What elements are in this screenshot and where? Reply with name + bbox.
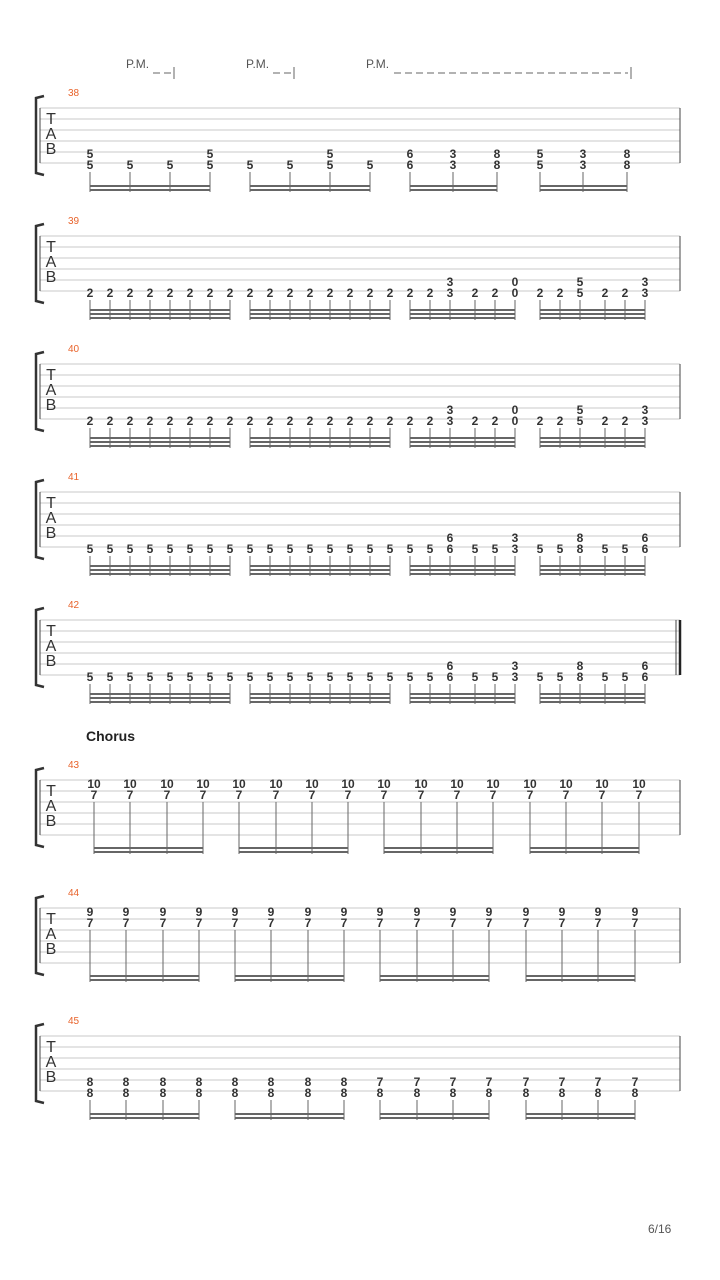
fret-number: 7 [376, 1075, 384, 1089]
fret-number: 7 [380, 788, 388, 802]
fret-number: 8 [522, 1086, 530, 1100]
fret-number: 5 [226, 542, 234, 556]
fret-number: 3 [511, 659, 519, 673]
fret-number: 5 [601, 670, 609, 684]
fret-number: 5 [306, 542, 314, 556]
fret-number: 5 [491, 670, 499, 684]
fret-number: 10 [523, 777, 537, 791]
fret-number: 9 [485, 905, 493, 919]
fret-number: 8 [631, 1086, 639, 1100]
tab-clef-letter: B [45, 653, 57, 670]
fret-number: 5 [386, 670, 394, 684]
tab-clef-letter: B [45, 397, 57, 414]
fret-number: 7 [413, 1075, 421, 1089]
fret-number: 7 [272, 788, 280, 802]
fret-number: 3 [641, 286, 649, 300]
fret-number: 2 [166, 414, 174, 428]
fret-number: 7 [594, 1075, 602, 1089]
fret-number: 7 [522, 916, 530, 930]
fret-number: 5 [366, 670, 374, 684]
tab-clef-letter: A [45, 1054, 57, 1071]
fret-number: 5 [246, 670, 254, 684]
fret-number: 5 [556, 670, 564, 684]
fret-number: 9 [558, 905, 566, 919]
fret-number: 7 [558, 1075, 566, 1089]
tab-clef-letter: T [46, 1039, 56, 1056]
fret-number: 5 [491, 542, 499, 556]
fret-number: 3 [641, 403, 649, 417]
fret-number: 5 [366, 542, 374, 556]
fret-number: 7 [489, 788, 497, 802]
fret-number: 2 [126, 414, 134, 428]
fret-number: 7 [267, 916, 275, 930]
fret-number: 5 [601, 542, 609, 556]
fret-number: 8 [413, 1086, 421, 1100]
fret-number: 5 [556, 542, 564, 556]
fret-number: 5 [186, 670, 194, 684]
fret-number: 5 [206, 542, 214, 556]
fret-number: 7 [195, 916, 203, 930]
fret-number: 2 [366, 414, 374, 428]
palm-mute-marker: P.M. [366, 57, 390, 71]
fret-number: 7 [598, 788, 606, 802]
fret-number: 2 [206, 414, 214, 428]
tab-clef-letter: T [46, 783, 56, 800]
fret-number: 10 [632, 777, 646, 791]
fret-number: 8 [623, 158, 631, 172]
fret-number: 5 [346, 542, 354, 556]
fret-number: 9 [449, 905, 457, 919]
fret-number: 8 [623, 147, 631, 161]
fret-number: 9 [376, 905, 384, 919]
fret-number: 7 [340, 916, 348, 930]
fret-number: 6 [641, 542, 649, 556]
fret-number: 9 [86, 905, 94, 919]
fret-number: 2 [126, 286, 134, 300]
fret-number: 5 [126, 158, 134, 172]
fret-number: 5 [326, 670, 334, 684]
fret-number: 5 [286, 670, 294, 684]
tab-clef-letter: T [46, 367, 56, 384]
fret-number: 2 [386, 414, 394, 428]
fret-number: 5 [306, 670, 314, 684]
fret-number: 2 [366, 286, 374, 300]
fret-number: 5 [86, 158, 94, 172]
fret-number: 3 [641, 414, 649, 428]
fret-number: 10 [87, 777, 101, 791]
fret-number: 8 [267, 1075, 275, 1089]
fret-number: 6 [446, 659, 454, 673]
palm-mute-marker: P.M. [246, 57, 270, 71]
tab-clef-letter: B [45, 269, 57, 286]
fret-number: 2 [426, 286, 434, 300]
fret-number: 5 [126, 670, 134, 684]
fret-number: 5 [326, 158, 334, 172]
fret-number: 5 [536, 147, 544, 161]
fret-number: 7 [558, 916, 566, 930]
fret-number: 5 [286, 158, 294, 172]
fret-number: 3 [641, 275, 649, 289]
measure-number: 44 [68, 888, 80, 899]
fret-number: 2 [326, 286, 334, 300]
fret-number: 5 [346, 670, 354, 684]
fret-number: 3 [449, 158, 457, 172]
fret-number: 8 [576, 542, 584, 556]
fret-number: 2 [491, 414, 499, 428]
fret-number: 9 [340, 905, 348, 919]
fret-number: 9 [631, 905, 639, 919]
fret-number: 9 [413, 905, 421, 919]
fret-number: 5 [536, 542, 544, 556]
fret-number: 5 [576, 286, 584, 300]
fret-number: 7 [122, 916, 130, 930]
fret-number: 2 [326, 414, 334, 428]
fret-number: 10 [414, 777, 428, 791]
fret-number: 8 [304, 1075, 312, 1089]
fret-number: 10 [232, 777, 246, 791]
fret-number: 5 [146, 542, 154, 556]
tab-clef-letter: B [45, 141, 57, 158]
fret-number: 8 [267, 1086, 275, 1100]
tab-clef-letter: B [45, 941, 57, 958]
fret-number: 2 [266, 414, 274, 428]
fret-number: 3 [511, 670, 519, 684]
fret-number: 7 [526, 788, 534, 802]
measure-number: 40 [68, 344, 80, 355]
fret-number: 7 [235, 788, 243, 802]
measure-number: 41 [68, 472, 80, 483]
fret-number: 7 [594, 916, 602, 930]
fret-number: 6 [446, 542, 454, 556]
fret-number: 2 [621, 286, 629, 300]
fret-number: 0 [511, 403, 519, 417]
fret-number: 6 [446, 531, 454, 545]
fret-number: 5 [366, 158, 374, 172]
fret-number: 6 [641, 531, 649, 545]
tab-clef-letter: T [46, 239, 56, 256]
fret-number: 5 [576, 403, 584, 417]
fret-number: 2 [286, 286, 294, 300]
fret-number: 5 [126, 542, 134, 556]
fret-number: 8 [493, 158, 501, 172]
fret-number: 2 [226, 286, 234, 300]
tab-clef-letter: T [46, 623, 56, 640]
fret-number: 10 [269, 777, 283, 791]
fret-number: 10 [196, 777, 210, 791]
fret-number: 7 [417, 788, 425, 802]
fret-number: 9 [159, 905, 167, 919]
fret-number: 6 [641, 659, 649, 673]
tab-clef-letter: T [46, 495, 56, 512]
fret-number: 10 [486, 777, 500, 791]
fret-number: 2 [86, 286, 94, 300]
fret-number: 10 [341, 777, 355, 791]
fret-number: 2 [106, 286, 114, 300]
fret-number: 5 [576, 275, 584, 289]
fret-number: 7 [344, 788, 352, 802]
fret-number: 5 [536, 158, 544, 172]
fret-number: 3 [446, 286, 454, 300]
fret-number: 7 [90, 788, 98, 802]
fret-number: 7 [562, 788, 570, 802]
fret-number: 2 [86, 414, 94, 428]
fret-number: 5 [406, 542, 414, 556]
fret-number: 7 [163, 788, 171, 802]
tab-clef-letter: B [45, 813, 57, 830]
tab-clef-letter: A [45, 126, 57, 143]
fret-number: 7 [159, 916, 167, 930]
fret-number: 8 [231, 1075, 239, 1089]
fret-number: 5 [146, 670, 154, 684]
fret-number: 2 [426, 414, 434, 428]
fret-number: 10 [377, 777, 391, 791]
fret-number: 7 [413, 916, 421, 930]
fret-number: 7 [522, 1075, 530, 1089]
fret-number: 7 [453, 788, 461, 802]
fret-number: 2 [406, 414, 414, 428]
fret-number: 3 [446, 275, 454, 289]
fret-number: 5 [166, 158, 174, 172]
fret-number: 5 [386, 542, 394, 556]
fret-number: 5 [426, 670, 434, 684]
fret-number: 3 [511, 531, 519, 545]
tab-clef-letter: A [45, 382, 57, 399]
fret-number: 2 [106, 414, 114, 428]
fret-number: 3 [446, 403, 454, 417]
page-number: 6/16 [648, 1222, 672, 1236]
fret-number: 7 [231, 916, 239, 930]
fret-number: 8 [122, 1086, 130, 1100]
fret-number: 7 [635, 788, 643, 802]
fret-number: 5 [226, 670, 234, 684]
fret-number: 2 [471, 286, 479, 300]
fret-number: 9 [304, 905, 312, 919]
tab-clef-letter: A [45, 926, 57, 943]
fret-number: 3 [579, 147, 587, 161]
fret-number: 2 [246, 286, 254, 300]
tab-clef-letter: A [45, 510, 57, 527]
fret-number: 7 [308, 788, 316, 802]
fret-number: 3 [449, 147, 457, 161]
fret-number: 2 [186, 286, 194, 300]
fret-number: 2 [491, 286, 499, 300]
fret-number: 8 [340, 1075, 348, 1089]
fret-number: 10 [160, 777, 174, 791]
fret-number: 7 [631, 916, 639, 930]
fret-number: 5 [576, 414, 584, 428]
measure-number: 43 [68, 760, 80, 771]
fret-number: 5 [266, 670, 274, 684]
fret-number: 8 [594, 1086, 602, 1100]
fret-number: 5 [86, 670, 94, 684]
fret-number: 5 [246, 158, 254, 172]
fret-number: 8 [304, 1086, 312, 1100]
fret-number: 7 [449, 916, 457, 930]
measure-number: 42 [68, 600, 80, 611]
fret-number: 2 [346, 414, 354, 428]
fret-number: 5 [426, 542, 434, 556]
fret-number: 2 [386, 286, 394, 300]
fret-number: 8 [231, 1086, 239, 1100]
fret-number: 10 [595, 777, 609, 791]
fret-number: 2 [346, 286, 354, 300]
fret-number: 8 [195, 1075, 203, 1089]
fret-number: 7 [304, 916, 312, 930]
fret-number: 8 [576, 531, 584, 545]
fret-number: 9 [522, 905, 530, 919]
fret-number: 7 [449, 1075, 457, 1089]
measure-number: 39 [68, 216, 80, 227]
fret-number: 2 [536, 286, 544, 300]
fret-number: 5 [266, 542, 274, 556]
fret-number: 8 [576, 670, 584, 684]
fret-number: 5 [106, 670, 114, 684]
fret-number: 2 [286, 414, 294, 428]
fret-number: 5 [106, 542, 114, 556]
fret-number: 7 [376, 916, 384, 930]
fret-number: 5 [206, 670, 214, 684]
tab-clef-letter: T [46, 911, 56, 928]
fret-number: 5 [186, 542, 194, 556]
fret-number: 7 [86, 916, 94, 930]
fret-number: 5 [206, 147, 214, 161]
fret-number: 5 [86, 147, 94, 161]
fret-number: 8 [449, 1086, 457, 1100]
fret-number: 6 [406, 158, 414, 172]
measure-number: 38 [68, 88, 80, 99]
fret-number: 10 [450, 777, 464, 791]
fret-number: 2 [556, 414, 564, 428]
fret-number: 7 [199, 788, 207, 802]
tab-clef-letter: T [46, 111, 56, 128]
fret-number: 2 [146, 414, 154, 428]
fret-number: 5 [406, 670, 414, 684]
fret-number: 5 [326, 542, 334, 556]
fret-number: 2 [471, 414, 479, 428]
fret-number: 8 [86, 1086, 94, 1100]
fret-number: 9 [267, 905, 275, 919]
tab-clef-letter: B [45, 525, 57, 542]
fret-number: 10 [123, 777, 137, 791]
fret-number: 8 [340, 1086, 348, 1100]
fret-number: 5 [326, 147, 334, 161]
fret-number: 2 [556, 286, 564, 300]
tab-clef-letter: B [45, 1069, 57, 1086]
fret-number: 10 [559, 777, 573, 791]
fret-number: 5 [166, 670, 174, 684]
fret-number: 5 [471, 670, 479, 684]
section-label: Chorus [86, 728, 135, 744]
fret-number: 7 [485, 1075, 493, 1089]
palm-mute-marker: P.M. [126, 57, 150, 71]
fret-number: 8 [195, 1086, 203, 1100]
fret-number: 2 [146, 286, 154, 300]
fret-number: 2 [186, 414, 194, 428]
fret-number: 2 [601, 414, 609, 428]
fret-number: 8 [493, 147, 501, 161]
fret-number: 7 [631, 1075, 639, 1089]
tab-clef-letter: A [45, 254, 57, 271]
fret-number: 5 [471, 542, 479, 556]
fret-number: 9 [122, 905, 130, 919]
tab-clef-letter: A [45, 638, 57, 655]
fret-number: 2 [266, 286, 274, 300]
fret-number: 8 [86, 1075, 94, 1089]
fret-number: 2 [306, 414, 314, 428]
fret-number: 2 [536, 414, 544, 428]
fret-number: 9 [594, 905, 602, 919]
fret-number: 5 [246, 542, 254, 556]
fret-number: 0 [511, 286, 519, 300]
fret-number: 6 [446, 670, 454, 684]
fret-number: 5 [166, 542, 174, 556]
fret-number: 9 [195, 905, 203, 919]
fret-number: 5 [86, 542, 94, 556]
fret-number: 8 [485, 1086, 493, 1100]
fret-number: 5 [621, 542, 629, 556]
fret-number: 6 [406, 147, 414, 161]
fret-number: 5 [206, 158, 214, 172]
fret-number: 2 [621, 414, 629, 428]
fret-number: 2 [406, 286, 414, 300]
fret-number: 10 [305, 777, 319, 791]
fret-number: 7 [485, 916, 493, 930]
fret-number: 2 [246, 414, 254, 428]
fret-number: 2 [601, 286, 609, 300]
fret-number: 0 [511, 275, 519, 289]
fret-number: 3 [446, 414, 454, 428]
fret-number: 5 [621, 670, 629, 684]
fret-number: 5 [536, 670, 544, 684]
fret-number: 8 [159, 1075, 167, 1089]
fret-number: 8 [376, 1086, 384, 1100]
fret-number: 5 [286, 542, 294, 556]
fret-number: 3 [579, 158, 587, 172]
fret-number: 2 [206, 286, 214, 300]
measure-number: 45 [68, 1016, 80, 1027]
fret-number: 2 [306, 286, 314, 300]
fret-number: 2 [166, 286, 174, 300]
fret-number: 8 [558, 1086, 566, 1100]
fret-number: 0 [511, 414, 519, 428]
fret-number: 6 [641, 670, 649, 684]
fret-number: 2 [226, 414, 234, 428]
fret-number: 3 [511, 542, 519, 556]
tab-clef-letter: A [45, 798, 57, 815]
fret-number: 8 [576, 659, 584, 673]
fret-number: 9 [231, 905, 239, 919]
fret-number: 8 [159, 1086, 167, 1100]
fret-number: 7 [126, 788, 134, 802]
fret-number: 8 [122, 1075, 130, 1089]
